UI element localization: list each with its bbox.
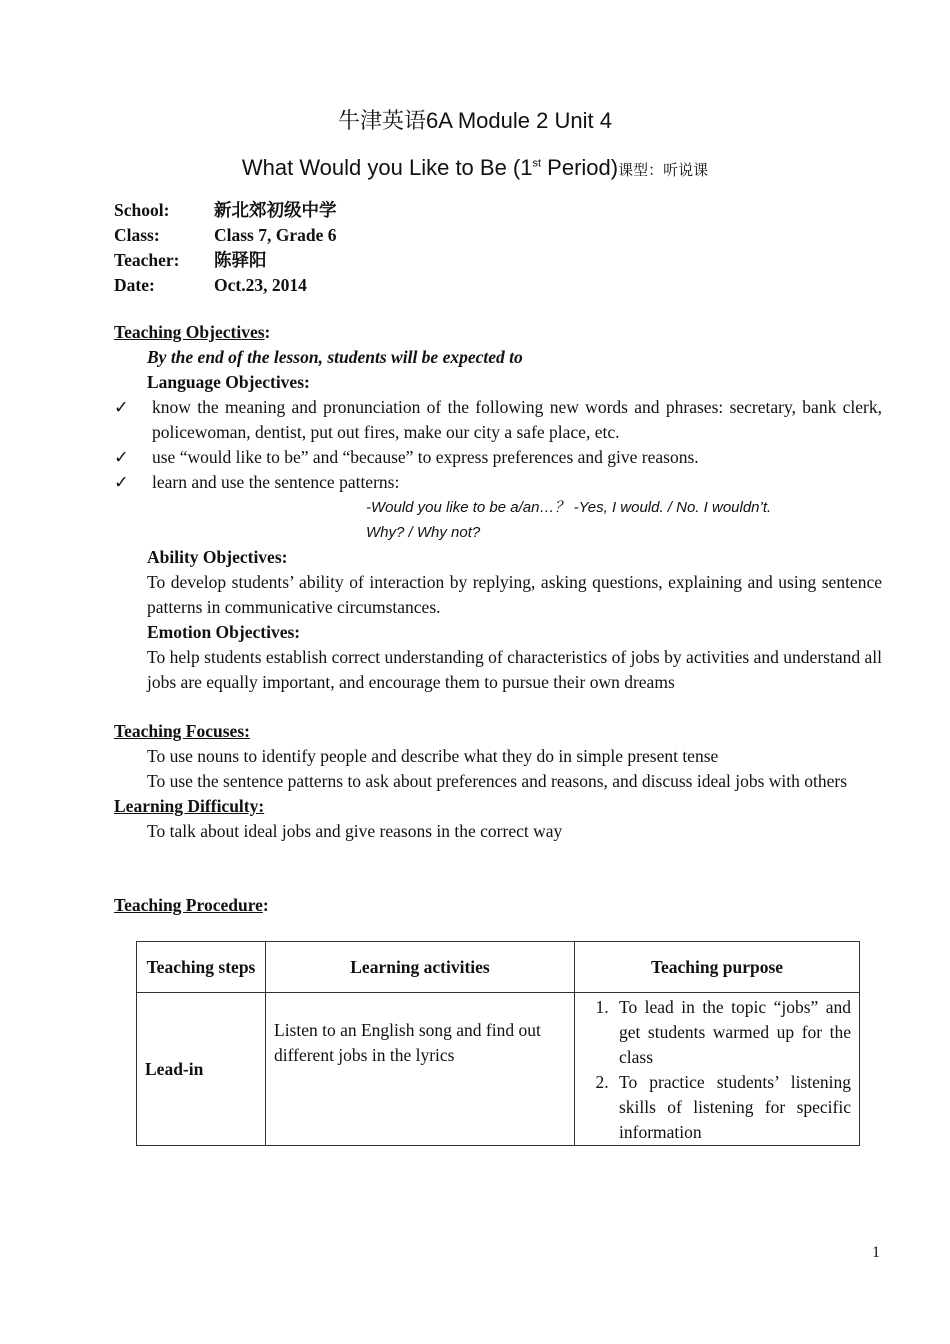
- info-row-class: [114, 223, 337, 248]
- info-value: 陈驿阳: [214, 250, 267, 270]
- focus-line: To use nouns to identify people and describe what they do in simple present tense: [147, 746, 719, 766]
- purpose-cell: [575, 993, 860, 1146]
- info-label: Class:: [114, 225, 160, 245]
- list-item: 1. To lead in the topic “jobs” and get students warmed up for the class: [613, 995, 851, 1070]
- lesson-info: [114, 198, 337, 298]
- info-label: Date:: [114, 275, 155, 295]
- info-row-teacher: [114, 248, 337, 273]
- subtitle-after: Period): [541, 155, 619, 180]
- purpose-list: [583, 995, 851, 1145]
- info-value: Oct.23, 2014: [214, 275, 307, 295]
- info-row-school: [114, 198, 337, 223]
- check-icon: ✓: [114, 447, 129, 467]
- focus-line: To use the sentence patterns to ask about preferences and reasons, and discuss ideal jobs with others: [147, 771, 848, 791]
- sentence-pattern: -Would you like to be a/an…？ -Yes, I would. / No. I wouldn’t.: [366, 499, 772, 516]
- table-header-row: [137, 942, 860, 993]
- objectives-section: [114, 320, 882, 695]
- table-row: [137, 993, 860, 1146]
- objective-item: ✓ learn and use the sentence patterns:: [114, 470, 882, 495]
- info-label: School:: [114, 200, 170, 220]
- sentence-pattern: Why? / Why not?: [366, 524, 481, 541]
- subtitle-sup: st: [532, 157, 542, 170]
- lesson-type: 课型：听说课: [618, 161, 709, 179]
- difficulty-heading: Learning Difficulty:: [114, 796, 265, 816]
- objective-item: ✓ use “would like to be” and “because” to express preferences and give reasons.: [114, 445, 882, 470]
- objective-item: ✓ know the meaning and pronunciation of the following new words and phrases: secretary, bank clerk, policewoman, dentist, put out fires, make our city a safe place, etc.: [114, 395, 882, 445]
- ability-objectives-text: To develop students’ ability of interaction by replying, asking questions, explaining and using sentence patterns in communicative circumstances.: [147, 572, 882, 617]
- objectives-intro: By the end of the lesson, students will be expected to: [147, 347, 523, 367]
- focuses-section: [114, 719, 882, 844]
- procedure-table: [136, 941, 860, 1146]
- focuses-heading: Teaching Focuses:: [114, 721, 250, 741]
- document-title: 牛津英语6A Module 2 Unit 4: [338, 108, 612, 133]
- page-number: 1: [872, 1244, 880, 1261]
- info-row-date: [114, 273, 337, 298]
- column-header: Learning activities: [266, 942, 575, 993]
- subtitle-main: What Would you Like to Be (1: [241, 155, 533, 180]
- activity-cell: Listen to an English song and find out different jobs in the lyrics: [266, 993, 575, 1146]
- language-objectives-heading: Language Objectives:: [147, 372, 310, 392]
- info-value: Class 7, Grade 6: [214, 225, 337, 245]
- check-icon: ✓: [114, 472, 129, 492]
- info-label: Teacher:: [114, 250, 180, 270]
- step-cell: Lead-in: [137, 993, 266, 1146]
- difficulty-line: To talk about ideal jobs and give reasons in the correct way: [147, 821, 563, 841]
- column-header: Teaching steps: [137, 942, 266, 993]
- info-value: 新北郊初级中学: [214, 200, 337, 220]
- ability-objectives-heading: Ability Objectives:: [147, 547, 288, 567]
- document-subtitle: [0, 155, 950, 181]
- emotion-objectives-text: To help students establish correct understanding of characteristics of jobs by activities and understand all jobs are equally important, and encourage them to pursue their own dreams: [147, 647, 882, 692]
- list-item: 2. To practice students’ listening skills of listening for specific information: [613, 1070, 851, 1145]
- procedure-heading: Teaching Procedure:: [114, 895, 269, 915]
- objectives-heading: Teaching Objectives:: [114, 322, 271, 342]
- column-header: Teaching purpose: [575, 942, 860, 993]
- check-icon: ✓: [114, 397, 129, 417]
- emotion-objectives-heading: Emotion Objectives:: [147, 622, 301, 642]
